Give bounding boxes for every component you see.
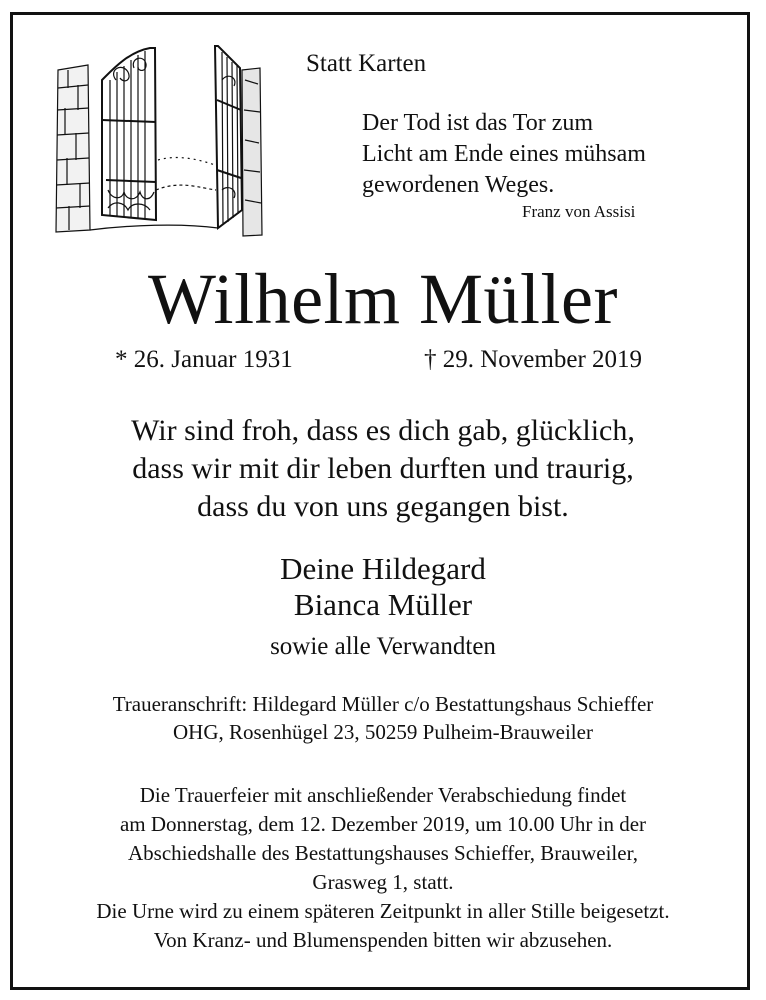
flowers-note: Von Kranz- und Blumenspenden bitten wir abzusehen.	[153, 928, 613, 952]
ceremony-line: Grasweg 1, statt.	[312, 870, 454, 894]
quote	[362, 108, 646, 201]
ceremony-line: am Donnerstag, dem 12. Dezember 2019, um 10.00 Uhr in der	[119, 812, 647, 836]
verse-line: Wir sind froh, dass es dich gab, glücklich,	[131, 414, 635, 447]
other-mourners: sowie alle Verwandten	[270, 633, 496, 660]
address	[13, 690, 753, 746]
urn-note: Die Urne wird zu einem späteren Zeitpunkt in aller Stille beigesetzt.	[96, 899, 670, 923]
open-gate-icon	[50, 40, 265, 238]
birth-date: * 26. Januar 1931	[115, 346, 293, 373]
death-date: † 29. November 2019	[424, 346, 643, 373]
quote-line: Der Tod ist das Tor zum	[362, 110, 594, 136]
verse-line: dass du von uns gegangen bist.	[197, 490, 569, 523]
verse-line: dass wir mit dir leben durften und traurig,	[132, 452, 634, 485]
quote-line: gewordenen Weges.	[362, 172, 555, 198]
verse	[13, 412, 753, 526]
quote-author: Franz von Assisi	[522, 202, 636, 221]
mourners	[13, 551, 753, 623]
mourner-name: Deine Hildegard	[280, 551, 486, 586]
deceased-name: Wilhelm Müller	[147, 259, 618, 339]
ceremony-line: Die Trauerfeier mit anschließender Verabschiedung findet	[139, 783, 627, 807]
mourner-name: Bianca Müller	[293, 587, 473, 622]
ceremony-line: Abschiedshalle des Bestattungshauses Schieffer, Brauweiler,	[128, 841, 638, 865]
address-line: OHG, Rosenhügel 23, 50259 Pulheim-Brauweiler	[173, 720, 593, 744]
statt-karten: Statt Karten	[306, 50, 427, 77]
ceremony	[13, 781, 753, 955]
quote-line: Licht am Ende eines mühsam	[362, 141, 646, 167]
address-line: Traueranschrift: Hildegard Müller c/o Bestattungshaus Schieffer	[112, 692, 654, 716]
